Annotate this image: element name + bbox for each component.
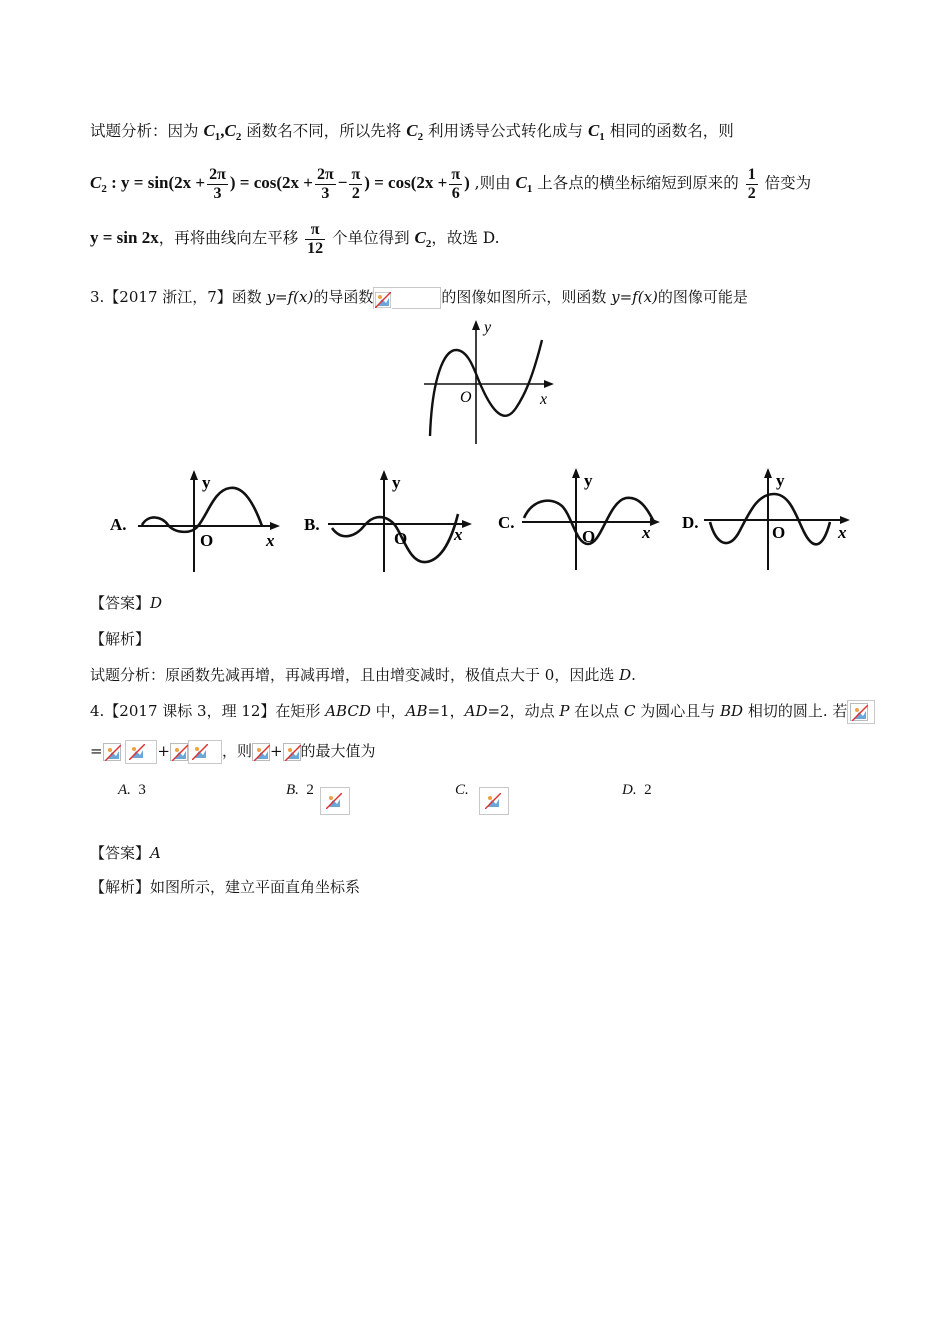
denominator: 6 [451, 184, 460, 202]
math-ab: AB [405, 702, 428, 720]
option-b-graph [302, 468, 480, 576]
fraction [449, 166, 462, 203]
q3-analysis [90, 664, 636, 686]
x-arrow [544, 380, 554, 388]
broken-image [847, 700, 875, 724]
numerator: π [351, 165, 361, 183]
text: 函数名不同，所以先将 [241, 122, 407, 140]
text: 的最大值为 [300, 742, 376, 760]
origin-label: O [772, 523, 786, 542]
equation: ) = cos(2x + [364, 173, 448, 192]
comma: , [220, 121, 225, 140]
question-4 [90, 700, 875, 724]
q3-analysis-label [90, 628, 150, 650]
broken-image-icon [252, 743, 270, 761]
fraction [305, 221, 325, 258]
text: =2，动点 [487, 702, 560, 720]
denominator: 3 [213, 184, 222, 202]
text: 倍变为 [759, 174, 812, 192]
q3-answer [90, 592, 162, 614]
analysis-line-3 [90, 218, 500, 264]
equation: y = sin 2x [90, 228, 159, 247]
analysis-line-1 [90, 120, 734, 148]
broken-image-icon [325, 792, 343, 810]
broken-image [188, 740, 222, 764]
subscript: 2 [417, 131, 424, 144]
option-d-graph [680, 466, 858, 574]
denominator: 12 [307, 239, 324, 257]
option-c-graph [496, 466, 674, 574]
broken-image-icon [283, 743, 301, 761]
numerator: 2π [209, 165, 226, 183]
subscript: 2 [235, 131, 242, 144]
fraction [315, 166, 336, 203]
option-a-graph [106, 468, 284, 576]
math-bd: BD [720, 702, 744, 720]
text: ，则 [221, 742, 252, 760]
q4-answer [90, 842, 161, 864]
x-label: x [838, 523, 847, 542]
plus: + [269, 742, 283, 760]
y-arrow [190, 470, 198, 480]
math-ad: AD [464, 702, 488, 720]
text: 相同的函数名，则 [604, 122, 734, 140]
broken-image-icon [128, 743, 146, 761]
x-label: x [540, 391, 548, 408]
fraction [207, 166, 228, 203]
analysis-line-2 [90, 163, 811, 209]
numerator: 2π [316, 165, 334, 183]
subscript: 1 [214, 131, 221, 144]
broken-image [125, 740, 157, 764]
answer-label: 【答案】 [90, 844, 151, 862]
text: 的导函数 [313, 288, 374, 306]
analysis-label: 【解析】 [90, 878, 151, 896]
math-abcd: ABCD [325, 702, 371, 720]
text: 的图像可能是 [657, 288, 748, 306]
y-arrow [380, 470, 388, 480]
equals: = [90, 742, 103, 760]
text: ，再将曲线向左平移 [158, 229, 304, 247]
numerator: π [451, 165, 461, 183]
y-label: y [584, 471, 593, 490]
option-label: A. [110, 515, 127, 534]
plus: + [157, 742, 170, 760]
x-label: x [266, 531, 275, 550]
x-label: x [642, 523, 651, 542]
math-p: P [559, 702, 570, 720]
equation: ) [464, 173, 470, 192]
question-head: 3.【2017 浙江，7】函数 [90, 288, 267, 306]
choice-value: 3 [138, 782, 146, 798]
subscript: 2 [425, 238, 432, 251]
text: 相切的圆上. 若 [743, 702, 848, 720]
y-label: y [392, 473, 401, 492]
derivative-curve [430, 340, 542, 436]
answer-label: 【答案】 [90, 594, 151, 612]
function-expr: y=f(x) [611, 288, 658, 306]
denominator: 2 [351, 184, 360, 202]
broken-image-icon [374, 291, 392, 309]
equation: ) = cos(2x + [229, 173, 313, 192]
text: ，故选 D. [431, 229, 500, 247]
text: =1， [427, 702, 465, 720]
numerator: 1 [747, 165, 756, 183]
broken-image-icon [191, 743, 209, 761]
text: 中， [370, 702, 406, 720]
analysis-text: 如图所示，建立平面直角坐标系 [150, 878, 361, 896]
option-label: B. [304, 515, 320, 534]
colon: : [106, 173, 122, 192]
denominator: 3 [321, 184, 330, 202]
choice-a [118, 782, 146, 799]
numerator: π [305, 221, 325, 240]
question-4-line-2 [90, 740, 376, 764]
choice-c [455, 782, 469, 799]
period: . [631, 666, 636, 684]
math-c2: C [224, 121, 236, 140]
derivative-graph [418, 318, 558, 446]
math-c2: C [406, 121, 418, 140]
choice-label: C. [455, 782, 469, 798]
broken-image-icon [484, 792, 502, 810]
choice-label: D. [622, 782, 637, 798]
denominator: 2 [747, 184, 756, 202]
text: ,则由 [469, 174, 516, 192]
q4-analysis [90, 876, 360, 898]
broken-image-icon [103, 743, 121, 761]
math-c1: C [203, 121, 215, 140]
x-label: x [454, 525, 463, 544]
y-arrow [472, 320, 480, 330]
origin-label: O [460, 389, 472, 406]
option-label: D. [682, 513, 699, 532]
broken-image-icon [170, 743, 188, 761]
text: 利用诱导公式转化成与 [423, 122, 588, 140]
choice-b [286, 782, 314, 799]
text: 个单位得到 [327, 229, 415, 247]
y-arrow [572, 468, 580, 478]
option-label: C. [498, 513, 515, 532]
math-c2: C [90, 173, 102, 192]
math-c1: C [515, 173, 527, 192]
broken-image [320, 787, 350, 815]
subscript: 1 [526, 183, 533, 196]
math-c1: C [587, 121, 600, 140]
choice-value: 2 [644, 782, 652, 798]
origin-label: O [200, 531, 214, 550]
y-arrow [764, 468, 772, 478]
fraction [349, 166, 362, 203]
text: 在以点 [569, 702, 624, 720]
broken-image [373, 287, 441, 309]
text: 为圆心且与 [635, 702, 721, 720]
subscript: 1 [599, 131, 605, 144]
y-label: y [202, 473, 211, 492]
origin-label: O [582, 527, 596, 546]
choice-value: 2 [306, 782, 314, 798]
subscript: 2 [101, 183, 107, 196]
choice-label: A. [118, 782, 131, 798]
y-label: y [484, 319, 492, 336]
question-head: 4.【2017 课标 3，理 12】在矩形 [90, 702, 326, 720]
minus: − [337, 173, 348, 192]
math-c: C [624, 702, 636, 720]
broken-image-icon [850, 703, 868, 721]
equation: y = sin(2x + [121, 173, 206, 192]
x-arrow [462, 520, 472, 528]
text: 的图像如图所示，则函数 [441, 288, 612, 306]
text: 试题分析：因为 [90, 122, 204, 140]
analysis-text: 试题分析：原函数先减再增，再减再增，且由增变减时，极值点大于 0，因此选 [90, 666, 620, 684]
fraction-half [746, 166, 758, 203]
text: 上各点的横坐标缩短到原来的 [532, 174, 744, 192]
math-c2: C [414, 228, 426, 247]
choice-d [622, 782, 652, 799]
broken-image [479, 787, 509, 815]
x-arrow [270, 522, 280, 530]
answer-value: D [150, 594, 163, 612]
question-3 [90, 286, 748, 309]
analysis-choice: D [619, 666, 632, 684]
analysis-label: 【解析】 [90, 630, 151, 648]
answer-value: A [150, 844, 161, 862]
origin-label: O [394, 529, 408, 548]
function-expr: y=f(x) [266, 288, 314, 306]
choice-label: B. [286, 782, 299, 798]
y-label: y [776, 471, 785, 490]
